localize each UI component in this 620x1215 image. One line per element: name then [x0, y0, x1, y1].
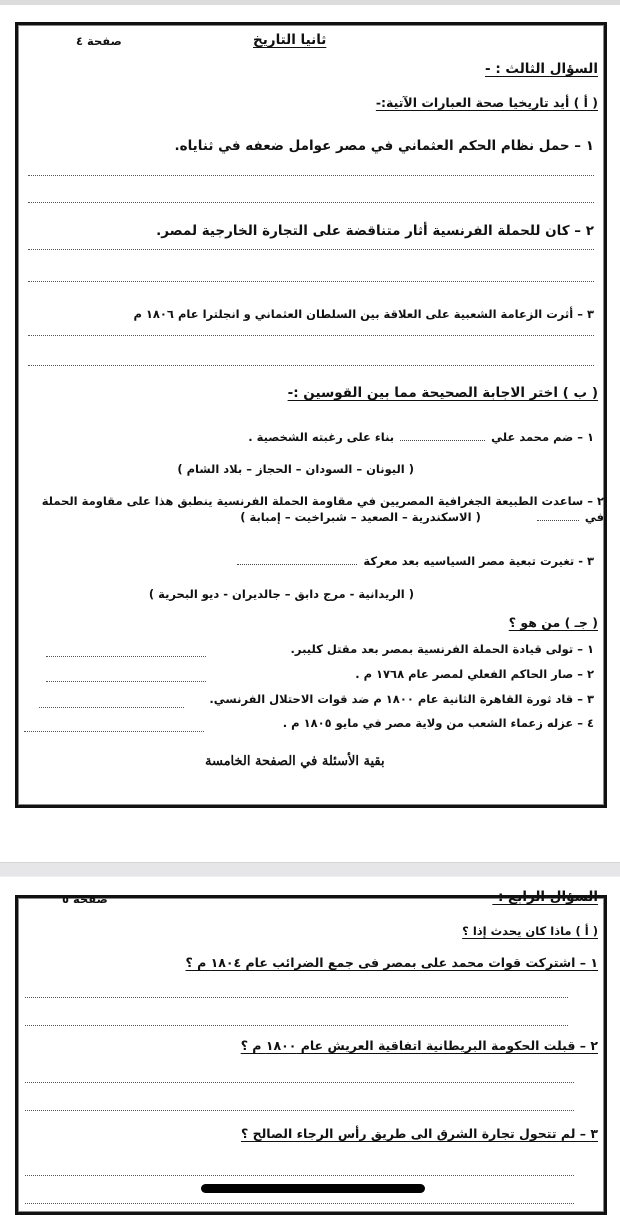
part-c-heading: ( جـ ) من هو ؟ — [508, 615, 598, 630]
mcq-1-suffix: بناء على رغبته الشخصية . — [248, 430, 395, 444]
answer-line[interactable] — [25, 1175, 574, 1176]
mcq-2-line2 — [240, 510, 604, 524]
who-2: ٢ – صار الحاكم الفعلي لمصر عام ١٧٦٨ م . — [355, 667, 594, 681]
answer-line[interactable] — [24, 731, 204, 732]
exam-page-4 — [15, 22, 607, 808]
mcq-1-prefix: ١ – ضم محمد علي — [491, 430, 594, 444]
blank-field[interactable] — [237, 564, 357, 565]
mcq-2-options: ( الاسكندرية – الصعيد – شبراخيت – إمبابة ) — [240, 510, 481, 524]
mcq-1 — [248, 430, 594, 444]
what-if-3: ٣ – لم تتحول تجارة الشرق الى طريق رأس الرجاء الصالح ؟ — [240, 1126, 598, 1141]
part-a-heading: ( أ ) ماذا كان يحدث إذا ؟ — [462, 924, 598, 938]
page-title: ثانيا التاريخ — [253, 32, 327, 48]
answer-line[interactable] — [46, 656, 206, 657]
answer-line[interactable] — [25, 1025, 568, 1026]
mcq-1-options: ( اليونان – السودان – الحجاز – بلاد الشام ) — [177, 462, 414, 476]
mcq-3 — [231, 554, 594, 568]
part-b-heading: ( ب ) اختر الاجابة الصحيحة مما بين القوسين :- — [287, 385, 598, 401]
blank-field[interactable] — [400, 440, 485, 441]
part-a-heading: ( أ ) أيد تاريخيا صحة العبارات الآتية:- — [375, 95, 598, 110]
page-separator — [0, 862, 620, 877]
answer-line[interactable] — [28, 281, 594, 282]
question-heading: السؤال الثالث : - — [485, 61, 598, 77]
page-number: صفحة ٤ — [76, 34, 122, 48]
blank-field[interactable] — [537, 520, 579, 521]
page-number: صفحة ٥ — [62, 892, 108, 906]
who-3: ٣ – قاد ثورة القاهرة الثانية عام ١٨٠٠ م ضد قوات الاحتلال الفرنسي. — [209, 692, 594, 706]
statement-1: ١ – حمل نظام الحكم العثماني في مصر عوامل ضعفه في ثناياه. — [174, 138, 594, 154]
answer-line[interactable] — [28, 365, 594, 366]
who-4: ٤ – عزله زعماء الشعب من ولاية مصر في مايو ١٨٠٥ م . — [282, 716, 594, 730]
what-if-1: ١ – اشتركت قوات محمد على بمصر فى جمع الضرائب عام ١٨٠٤ م ؟ — [185, 955, 598, 970]
answer-line[interactable] — [25, 1110, 574, 1111]
answer-line[interactable] — [39, 707, 184, 708]
answer-line[interactable] — [25, 997, 568, 998]
answer-line[interactable] — [46, 681, 206, 682]
mcq-2-line1: ٢ – ساعدت الطبيعة الجغرافية المصريين في مقاومة الحملة الفرنسية ينطبق هذا على مقاومة الحملة — [41, 494, 604, 508]
statement-3: ٣ – أثرت الزعامة الشعبية على العلاقة بين السلطان العثماني و انجلترا عام ١٨٠٦ م — [133, 307, 594, 321]
answer-line[interactable] — [28, 175, 594, 176]
answer-line[interactable] — [28, 249, 594, 250]
mcq-2-prefix: في — [584, 510, 604, 524]
who-1: ١ – تولى قيادة الحملة الفرنسية بمصر بعد مقتل كليبر. — [290, 642, 594, 656]
what-if-2: ٢ – قبلت الحكومة البريطانية اتفاقية العريش عام ١٨٠٠ م ؟ — [240, 1038, 598, 1053]
answer-line[interactable] — [28, 335, 594, 336]
exam-page-5 — [15, 889, 607, 1215]
continued-note: بقية الأسئلة في الصفحة الخامسة — [205, 754, 385, 769]
answer-line[interactable] — [25, 1203, 574, 1204]
statement-2: ٢ – كان للحملة الفرنسية أثار متناقضة على التجارة الخارجية لمصر. — [156, 223, 594, 239]
home-indicator[interactable] — [201, 1184, 425, 1193]
mcq-3-options: ( الريدانية - مرج دابق – جالديران - ديو البحرية ) — [148, 587, 414, 601]
top-edge — [0, 0, 620, 5]
mcq-3-prefix: ٣ - تغيرت تبعية مصر السياسيه بعد معركة — [363, 554, 594, 568]
answer-line[interactable] — [28, 202, 594, 203]
question-heading: السؤال الرابع :- — [492, 889, 598, 905]
answer-line[interactable] — [25, 1082, 574, 1083]
